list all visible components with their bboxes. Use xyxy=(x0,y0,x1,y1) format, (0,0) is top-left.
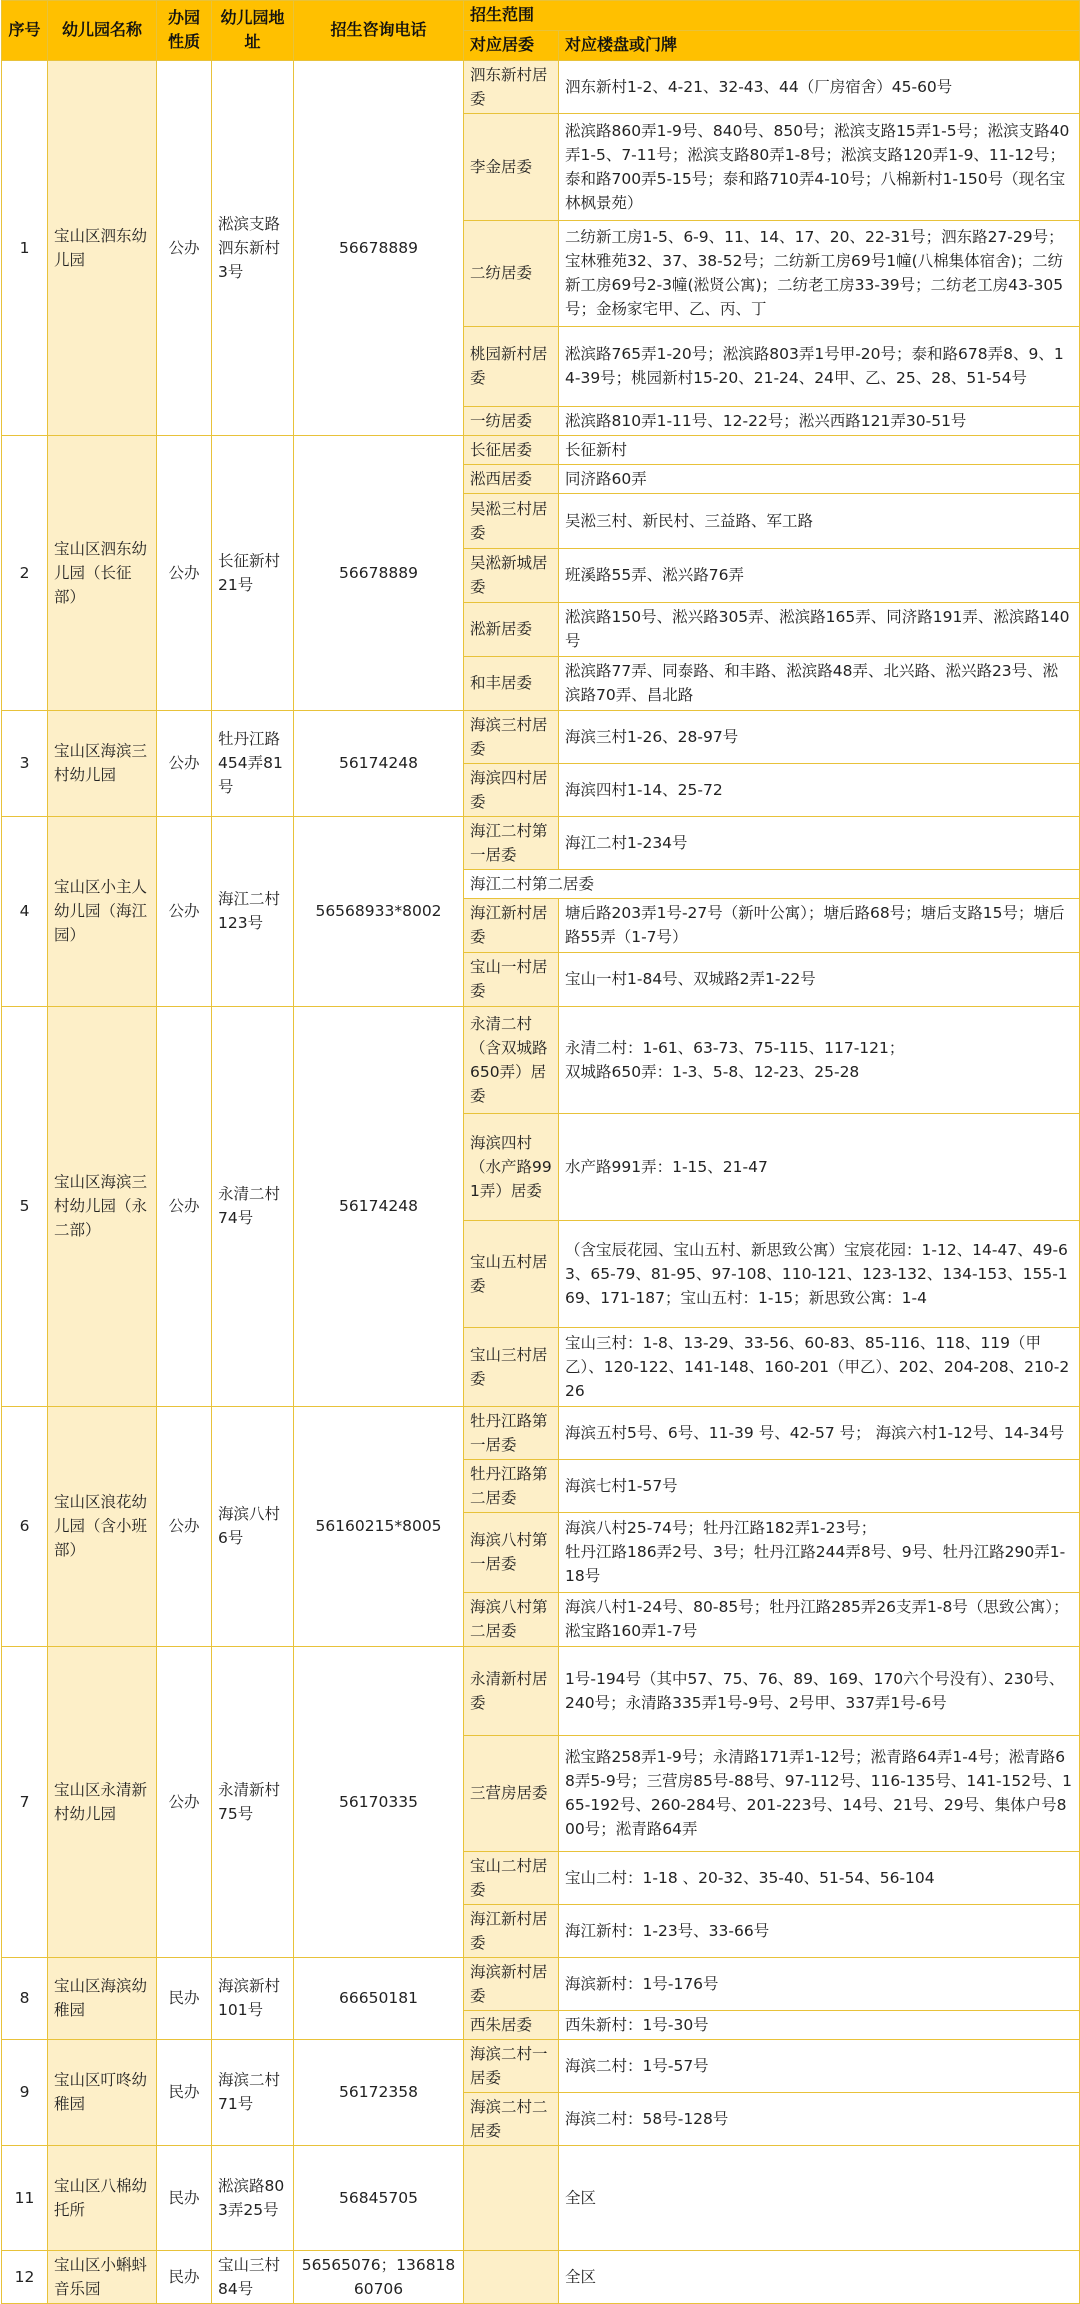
cell-buildings: 长征新村 xyxy=(559,435,1080,464)
cell-committee xyxy=(464,2251,559,2304)
cell-committee: 吴淞新城居委 xyxy=(464,548,559,602)
cell-buildings: 海江二村1-234号 xyxy=(559,816,1080,869)
cell-committee: 海江新村居委 xyxy=(464,898,559,952)
header-nature: 办园性质 xyxy=(157,1,212,61)
cell-phone: 66650181 xyxy=(294,1957,464,2039)
cell-committee: 宝山五村居委 xyxy=(464,1220,559,1327)
cell-seq: 8 xyxy=(2,1957,48,2039)
table-row xyxy=(2,2146,1080,2251)
cell-phone: 56565076；13681860706 xyxy=(294,2251,464,2304)
cell-nature: 公办 xyxy=(157,710,212,816)
cell-buildings: 永清二村：1-61、63-73、75-115、117-121； 双城路650弄：1-3、5-8、12-23、25-28 xyxy=(559,1006,1080,1113)
cell-kindergarten-name: 宝山区海滨幼稚园 xyxy=(48,1957,157,2039)
cell-seq: 3 xyxy=(2,710,48,816)
cell-buildings: 宝山三村：1-8、13-29、33-56、60-83、85-116、118、119（甲乙）、120-122、141-148、160-201（甲乙）、202、204-208、210-226 xyxy=(559,1327,1080,1406)
cell-buildings: 海滨二村：58号-128号 xyxy=(559,2092,1080,2145)
cell-seq: 9 xyxy=(2,2039,48,2145)
cell-buildings: 海滨八村25-74号；牡丹江路182弄1-23号； 牡丹江路186弄2号、3号；牡丹江路244弄8号、9号、牡丹江路290弄1-18号 xyxy=(559,1512,1080,1592)
table-row xyxy=(2,2251,1080,2304)
cell-buildings: 水产路991弄：1-15、21-47 xyxy=(559,1113,1080,1220)
cell-phone: 56172358 xyxy=(294,2039,464,2145)
cell-phone: 56174248 xyxy=(294,1006,464,1406)
cell-kindergarten-name: 宝山区小蝌蚪音乐园 xyxy=(48,2251,157,2304)
cell-buildings: 全区 xyxy=(559,2251,1080,2304)
cell-committee: 海滨八村第一居委 xyxy=(464,1512,559,1592)
cell-buildings: （含宝辰花园、宝山五村、新思致公寓）宝宸花园：1-12、14-47、49-63、65-79、81-95、97-108、110-121、123-132、134-153、155-169、171-187；宝山五村：1-15；新思致公寓：1-4 xyxy=(559,1220,1080,1327)
cell-committee: 一纺居委 xyxy=(464,406,559,435)
cell-buildings: 淞滨路765弄1-20号；淞滨路803弄1号甲-20号；泰和路678弄8、9、14-39号；桃园新村15-20、21-24、24甲、乙、25、28、51-54号 xyxy=(559,326,1080,406)
cell-committee-merged: 海江二村第二居委 xyxy=(464,869,1080,898)
cell-committee: 海滨四村（水产路991弄）居委 xyxy=(464,1113,559,1220)
cell-committee: 海滨二村二居委 xyxy=(464,2092,559,2145)
cell-buildings: 海滨三村1-26、28-97号 xyxy=(559,710,1080,763)
cell-buildings: 塘后路203弄1号-27号（新叶公寓）；塘后路68号；塘后支路15号；塘后路55弄（1-7号） xyxy=(559,898,1080,952)
cell-committee: 海滨八村第二居委 xyxy=(464,1592,559,1646)
table-row xyxy=(2,2039,1080,2092)
cell-buildings: 班溪路55弄、淞兴路76弄 xyxy=(559,548,1080,602)
cell-committee: 三营房居委 xyxy=(464,1735,559,1851)
cell-committee: 长征居委 xyxy=(464,435,559,464)
cell-seq: 7 xyxy=(2,1646,48,1957)
cell-committee: 海江二村第一居委 xyxy=(464,816,559,869)
cell-nature: 公办 xyxy=(157,435,212,710)
cell-seq: 6 xyxy=(2,1406,48,1646)
cell-buildings: 海滨四村1-14、25-72 xyxy=(559,763,1080,816)
cell-buildings: 海滨新村：1号-176号 xyxy=(559,1957,1080,2010)
cell-address: 永清二村74号 xyxy=(212,1006,294,1406)
cell-address: 牡丹江路454弄81号 xyxy=(212,710,294,816)
cell-kindergarten-name: 宝山区海滨三村幼儿园（永二部） xyxy=(48,1006,157,1406)
table-row xyxy=(2,1957,1080,2010)
cell-buildings: 同济路60弄 xyxy=(559,464,1080,493)
table-body xyxy=(2,60,1080,2303)
cell-buildings: 海滨七村1-57号 xyxy=(559,1459,1080,1512)
header-buildings: 对应楼盘或门牌 xyxy=(559,30,1080,60)
cell-committee: 宝山二村居委 xyxy=(464,1851,559,1904)
cell-buildings: 淞滨路860弄1-9号、840号、850号；淞滨支路15弄1-5号；淞滨支路40弄1-5、7-11号；淞滨支路80弄1-8号；淞滨支路120弄1-9、11-12号；泰和路700弄5-15号；泰和路710弄4-10号；八棉新村1-150号（现名宝林枫景苑） xyxy=(559,113,1080,220)
table-row xyxy=(2,1646,1080,1735)
cell-nature: 民办 xyxy=(157,2251,212,2304)
table-row xyxy=(2,710,1080,763)
table-row xyxy=(2,435,1080,464)
cell-kindergarten-name: 宝山区叮咚幼稚园 xyxy=(48,2039,157,2145)
cell-committee: 海滨二村一居委 xyxy=(464,2039,559,2092)
table-row xyxy=(2,1006,1080,1113)
cell-address: 宝山三村84号 xyxy=(212,2251,294,2304)
cell-buildings: 海江新村：1-23号、33-66号 xyxy=(559,1904,1080,1957)
cell-kindergarten-name: 宝山区小主人幼儿园（海江园） xyxy=(48,816,157,1006)
cell-kindergarten-name: 宝山区浪花幼儿园（含小班部） xyxy=(48,1406,157,1646)
cell-buildings: 1号-194号（其中57、75、76、89、169、170六个号没有）、230号、240号；永清路335弄1号-9号、2号甲、337弄1号-6号 xyxy=(559,1646,1080,1735)
table-row xyxy=(2,60,1080,113)
cell-committee: 淞新居委 xyxy=(464,602,559,656)
cell-address: 永清新村75号 xyxy=(212,1646,294,1957)
cell-kindergarten-name: 宝山区泗东幼儿园 xyxy=(48,60,157,435)
header-phone: 招生咨询电话 xyxy=(294,1,464,61)
enrollment-table xyxy=(1,0,1080,2304)
cell-buildings: 宝山一村1-84号、双城路2弄1-22号 xyxy=(559,952,1080,1006)
header-seq: 序号 xyxy=(2,1,48,61)
cell-phone: 56170335 xyxy=(294,1646,464,1957)
cell-nature: 民办 xyxy=(157,2039,212,2145)
cell-committee: 西朱居委 xyxy=(464,2010,559,2039)
cell-buildings: 泗东新村1-2、4-21、32-43、44（厂房宿舍）45-60号 xyxy=(559,60,1080,113)
header-row-1 xyxy=(2,1,1080,31)
cell-address: 海滨八村6号 xyxy=(212,1406,294,1646)
cell-seq: 1 xyxy=(2,60,48,435)
cell-committee: 李金居委 xyxy=(464,113,559,220)
cell-phone: 56174248 xyxy=(294,710,464,816)
cell-address: 海滨新村101号 xyxy=(212,1957,294,2039)
cell-buildings: 海滨二村：1号-57号 xyxy=(559,2039,1080,2092)
header-address: 幼儿园地址 xyxy=(212,1,294,61)
cell-buildings: 淞宝路258弄1-9号；永清路171弄1-12号；淞青路64弄1-4号；淞青路68弄5-9号；三营房85号-88号、97-112号、116-135号、141-152号、165-192号、260-284号、201-223号、14号、21号、29号、集体户号800号；淞青路64弄 xyxy=(559,1735,1080,1851)
cell-nature: 公办 xyxy=(157,1006,212,1406)
cell-nature: 公办 xyxy=(157,1646,212,1957)
cell-committee: 宝山三村居委 xyxy=(464,1327,559,1406)
cell-committee: 永清新村居委 xyxy=(464,1646,559,1735)
cell-address: 淞滨支路泗东新村3号 xyxy=(212,60,294,435)
cell-committee: 桃园新村居委 xyxy=(464,326,559,406)
cell-phone: 56845705 xyxy=(294,2146,464,2251)
cell-committee: 泗东新村居委 xyxy=(464,60,559,113)
cell-committee: 永清二村（含双城路650弄）居委 xyxy=(464,1006,559,1113)
header-committee: 对应居委 xyxy=(464,30,559,60)
cell-seq: 12 xyxy=(2,2251,48,2304)
cell-buildings: 淞滨路77弄、同泰路、和丰路、淞滨路48弄、北兴路、淞兴路23号、淞滨路70弄、昌北路 xyxy=(559,656,1080,710)
header-scope: 招生范围 xyxy=(464,1,1080,31)
cell-nature: 民办 xyxy=(157,1957,212,2039)
cell-buildings: 淞滨路150号、淞兴路305弄、淞滨路165弄、同济路191弄、淞滨路140号 xyxy=(559,602,1080,656)
cell-address: 海江二村123号 xyxy=(212,816,294,1006)
cell-nature: 公办 xyxy=(157,816,212,1006)
cell-committee xyxy=(464,2146,559,2251)
cell-committee: 海滨四村居委 xyxy=(464,763,559,816)
cell-committee: 淞西居委 xyxy=(464,464,559,493)
cell-kindergarten-name: 宝山区泗东幼儿园（长征部） xyxy=(48,435,157,710)
cell-seq: 5 xyxy=(2,1006,48,1406)
cell-buildings: 海滨五村5号、6号、11-39 号、42-57 号； 海滨六村1-12号、14-34号 xyxy=(559,1406,1080,1459)
header-name: 幼儿园名称 xyxy=(48,1,157,61)
table-row xyxy=(2,1406,1080,1459)
cell-address: 海滨二村71号 xyxy=(212,2039,294,2145)
cell-buildings: 西朱新村：1号-30号 xyxy=(559,2010,1080,2039)
cell-committee: 牡丹江路第一居委 xyxy=(464,1406,559,1459)
cell-buildings: 宝山二村：1-18 、20-32、35-40、51-54、56-104 xyxy=(559,1851,1080,1904)
cell-kindergarten-name: 宝山区永清新村幼儿园 xyxy=(48,1646,157,1957)
cell-nature: 公办 xyxy=(157,60,212,435)
cell-buildings: 海滨八村1-24号、80-85号；牡丹江路285弄26支弄1-8号（思致公寓）；淞宝路160弄1-7号 xyxy=(559,1592,1080,1646)
cell-phone: 56160215*8005 xyxy=(294,1406,464,1646)
cell-nature: 公办 xyxy=(157,1406,212,1646)
cell-address: 淞滨路803弄25号 xyxy=(212,2146,294,2251)
cell-buildings: 淞滨路810弄1-11号、12-22号；淞兴西路121弄30-51号 xyxy=(559,406,1080,435)
cell-committee: 海江新村居委 xyxy=(464,1904,559,1957)
cell-committee: 海滨三村居委 xyxy=(464,710,559,763)
cell-committee: 宝山一村居委 xyxy=(464,952,559,1006)
table-row xyxy=(2,816,1080,869)
cell-seq: 4 xyxy=(2,816,48,1006)
cell-phone: 56678889 xyxy=(294,60,464,435)
cell-seq: 2 xyxy=(2,435,48,710)
cell-kindergarten-name: 宝山区海滨三村幼儿园 xyxy=(48,710,157,816)
cell-buildings: 吴淞三村、新民村、三益路、军工路 xyxy=(559,493,1080,548)
cell-committee: 二纺居委 xyxy=(464,220,559,326)
cell-committee: 和丰居委 xyxy=(464,656,559,710)
cell-phone: 56678889 xyxy=(294,435,464,710)
cell-buildings: 全区 xyxy=(559,2146,1080,2251)
cell-buildings: 二纺新工房1-5、6-9、11、14、17、20、22-31号；泗东路27-29号；宝林雅苑32、37、38-52号；二纺新工房69号1幢(八棉集体宿舍)；二纺新工房69号2-3幢(淞贤公寓)；二纺老工房33-39号；二纺老工房43-305号；金杨家宅甲、乙、丙、丁 xyxy=(559,220,1080,326)
cell-kindergarten-name: 宝山区八棉幼托所 xyxy=(48,2146,157,2251)
cell-address: 长征新村21号 xyxy=(212,435,294,710)
cell-seq: 11 xyxy=(2,2146,48,2251)
cell-nature: 民办 xyxy=(157,2146,212,2251)
cell-phone: 56568933*8002 xyxy=(294,816,464,1006)
cell-committee: 牡丹江路第二居委 xyxy=(464,1459,559,1512)
cell-committee: 吴淞三村居委 xyxy=(464,493,559,548)
cell-committee: 海滨新村居委 xyxy=(464,1957,559,2010)
